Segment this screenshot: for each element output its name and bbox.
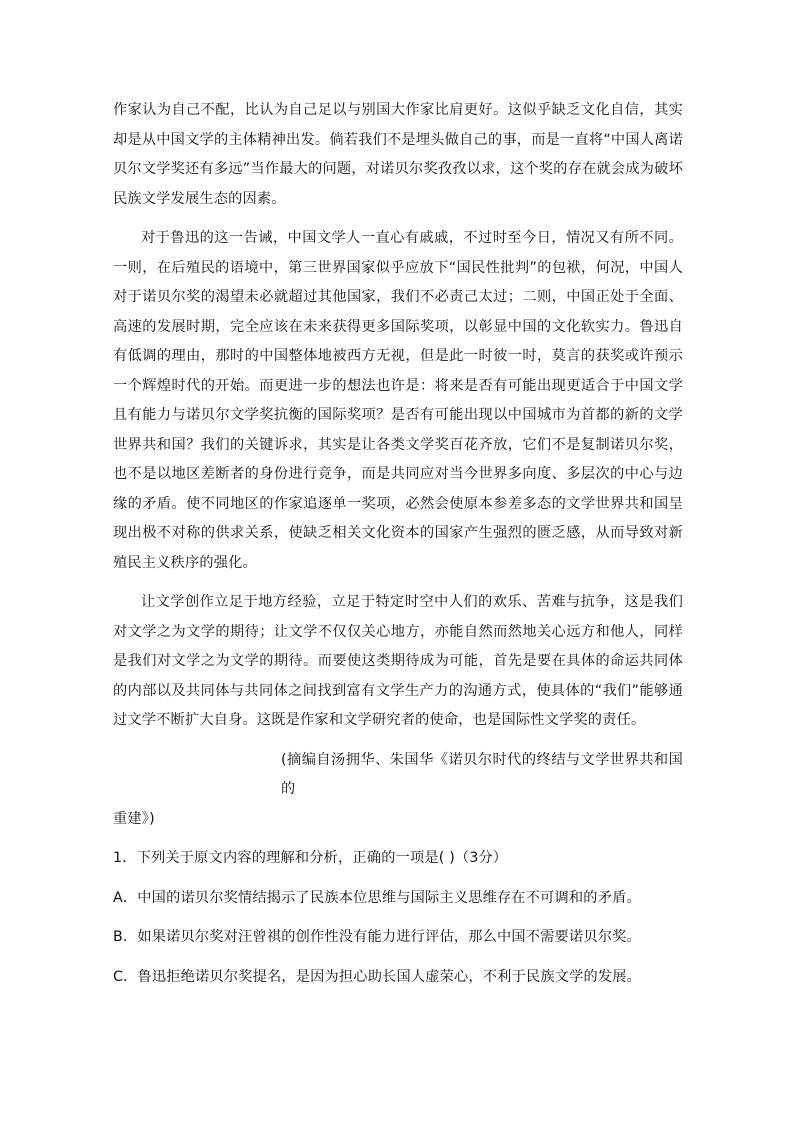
paragraph-2: 对于鲁迅的这一告诫，中国文学人一直心有戚戚，不过时至今日，情况又有所不同。一则，在后殖民的语境中，第三世界国家似乎应放下“国民性批判”的包袱，何况，中国人对于诺贝尔奖的渴望未必就超过其他国家，我们不必责己太过；二则，中国正处于全面、高速的发展时期，完全应该在未来获得更多国际奖项，以彰显中国的文化软实力。鲁迅自有低调的理由，那时的中国整体地被西方无视，但是此一时彼一时，莫言的获奖或许预示一个辉煌时代的开始。而更进一步的想法也许是：将来是否有可能出现更适合于中国文学且有能力与诺贝尔文学奖抗衡的国际奖项？是否有可能出现以中国城市为首都的新的文学世界共和国？我们的关键诉求，其实是让各类文学奖百花齐放，它们不是复制诺贝尔奖，也不是以地区差断者的身份进行竞争，而是共同应对当今世界多向度、多层次的中心与边缘的矛盾。使不同地区的作家追逐单一奖项，必然会使原本参差多态的文学世界共和国呈现出极不对称的供求关系，使缺乏相关文化资本的国家产生强烈的匮乏感，从而导致对新殖民主义秩序的强化。 xyxy=(113,230,683,571)
source-citation-line-2: 重建》) xyxy=(113,810,155,827)
question-stem: 1．下列关于原文内容的理解和分析，正确的一项是( )（3分） xyxy=(113,850,508,866)
source-citation-line-1: (摘编自汤拥华、朱国华《诺贝尔时代的终结与文学世界共和国的 xyxy=(281,751,683,797)
paragraph-1: 作家认为自己不配，比认为自己足以与别国大作家比肩更好。这似乎缺乏文化自信，其实却是从中国文学的主体精神出发。倘若我们不是埋头做自己的事，而是一直将“中国人离诺贝尔文学奖还有多远”当作最大的问题，对诺贝尔奖孜孜以求，这个奖的存在就会成为破坏民族文学发展生态的因素。 xyxy=(113,102,683,207)
document-body xyxy=(113,96,683,992)
option-c[interactable]: C．鲁迅拒绝诺贝尔奖提名，是因为担心助长国人虚荣心，不利于民族文学的发展。 xyxy=(113,968,642,985)
option-a[interactable]: A．中国的诺贝尔奖情结揭示了民族本位思维与国际主义思维存在不可调和的矛盾。 xyxy=(113,889,641,906)
paragraph-3: 让文学创作立足于地方经验，立足于特定时空中人们的欢乐、苦难与抗争，这是我们对文学之为文学的期待；让文学不仅仅关心地方，亦能自然而然地关心远方和他人，同样是我们对文学之为文学的期待。而要使这类期待成为可能，首先是要在具体的命运共同体的内部以及共同体与共同体之间找到富有文学生产力的沟通方式，使具体的“我们”能够通过文学不断扩大自身。这既是作家和文学研究者的使命，也是国际性文学奖的责任。 xyxy=(113,594,683,728)
source-citation xyxy=(113,746,683,835)
option-b[interactable]: B．如果诺贝尔奖对汪曾祺的创作性没有能力进行评估，那么中国不需要诺贝尔奖。 xyxy=(113,929,641,945)
